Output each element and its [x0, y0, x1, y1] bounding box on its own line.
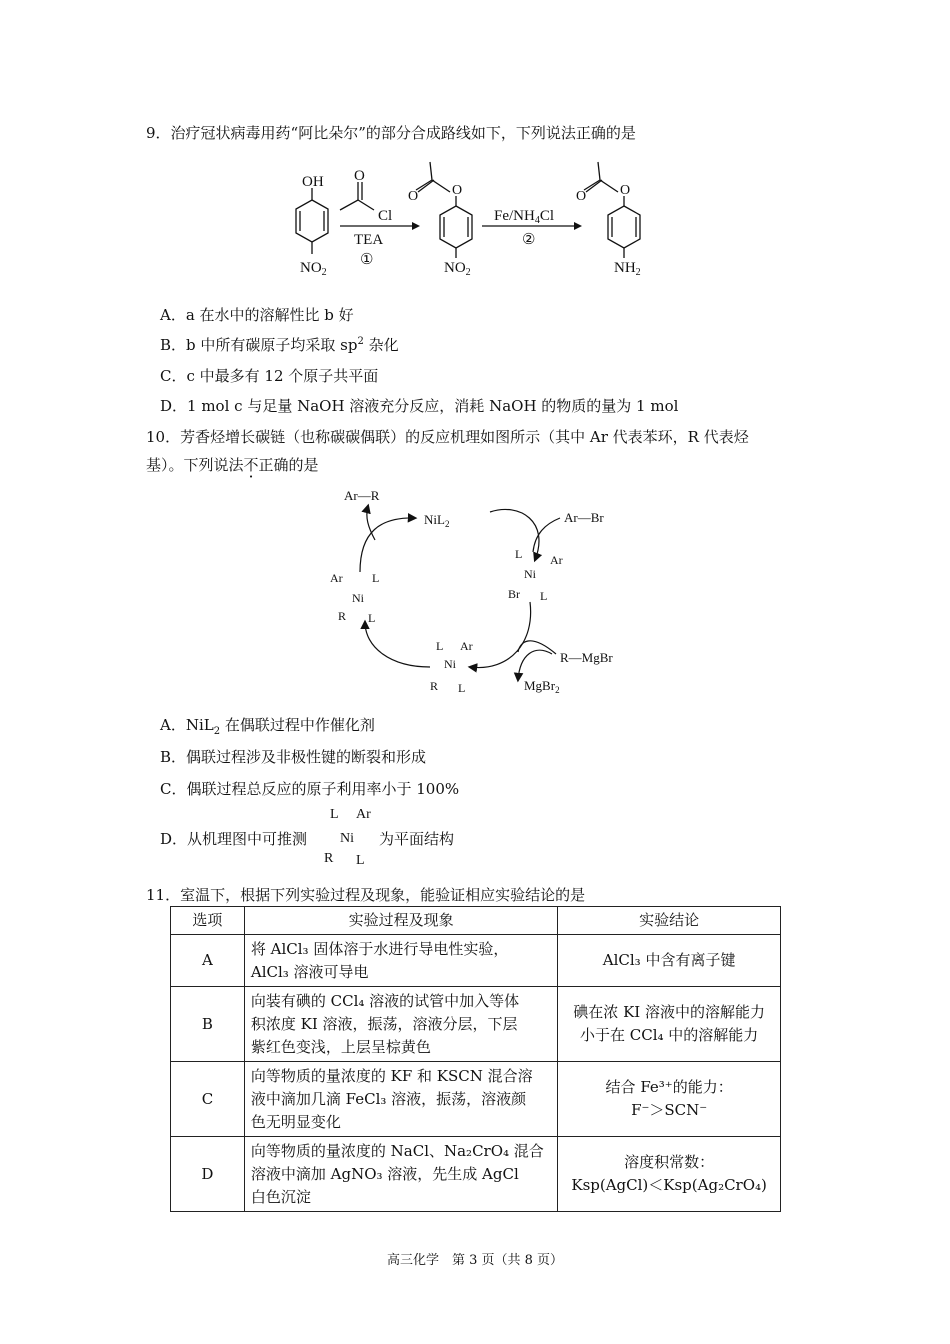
svg-text:Ar: Ar — [460, 639, 473, 653]
r-mgbr-label: R—MgBr — [560, 650, 613, 665]
row-a-conclusion: AlCl₃ 中含有离子键 — [558, 935, 781, 987]
q11-stem: 11．室温下，根据下列实验过程及现象，能验证相应实验结论的是 — [146, 886, 586, 904]
compound-b — [416, 162, 472, 258]
row-b-option: B — [171, 987, 245, 1062]
cycle-arrow-3 — [365, 622, 430, 667]
q9-option-c: C．c 中最多有 12 个原子共平面 — [160, 367, 379, 385]
q10-stem-line1: 10．芳香烃增长碳链（也称碳碳偶联）的反应机理如图所示（其中 Ar 代表苯环，R 代表烃 — [146, 428, 749, 446]
q9-stem: 9．治疗冠状病毒用药“阿比朵尔”的部分合成路线如下，下列说法正确的是 — [146, 124, 636, 142]
ni-center-3: Ni — [444, 657, 456, 671]
ar-br-in-arrow — [533, 518, 560, 552]
ar-r-release-arrow — [367, 506, 375, 540]
reagent2: $Fe/NH_4Cl$ — [494, 208, 555, 226]
q10-option-d-structure — [322, 802, 382, 868]
a-oh-label: OH — [302, 174, 324, 190]
svg-text:L: L — [515, 547, 523, 561]
svg-text:L: L — [372, 571, 380, 585]
mgbr-out-arrow — [518, 650, 552, 680]
row-c-procedure: 向等物质的量浓度的 KF 和 KSCN 混合溶 液中滴加几滴 FeCl₃ 溶液，振荡，溶液颜 色无明显变化 — [244, 1062, 557, 1137]
svg-text:L: L — [540, 589, 548, 603]
svg-text:R: R — [430, 679, 439, 693]
q11-table — [170, 906, 781, 1212]
q9-option-a: A．a 在水中的溶解性比 b 好 — [160, 306, 354, 324]
ni-center-2: Ni — [352, 591, 364, 605]
svg-text:Ar: Ar — [330, 571, 343, 585]
svg-text:Ar: Ar — [356, 807, 371, 822]
q9-option-d: D．1 mol c 与足量 NaOH 溶液充分反应，消耗 NaOH 的物质的量为 1 mol — [160, 397, 679, 415]
row-b-conclusion: 碘在浓 KI 溶液中的溶解能力 小于在 CCl₄ 中的溶解能力 — [558, 987, 781, 1062]
reagent1-cl: Cl — [378, 208, 393, 224]
q10-stem-line2: 基）。下列说法不正确的是 — [146, 456, 319, 474]
q9-option-b: B．b 中所有碳原子均采取 $sp^2$ 杂化 — [160, 336, 399, 354]
b-no2-label: $NO_2$ — [444, 260, 471, 278]
header-conclusion: 实验结论 — [558, 907, 781, 935]
svg-text:L: L — [330, 807, 339, 822]
q10-catalytic-cycle — [320, 482, 640, 696]
a-no2-label: $NO_2$ — [300, 260, 327, 278]
c-ester-o: O — [620, 183, 631, 198]
table-row — [171, 1137, 781, 1212]
compound-a — [296, 188, 328, 254]
compound-c — [584, 162, 640, 258]
ar-br-label: Ar—Br — [564, 510, 604, 525]
row-d-procedure: 向等物质的量浓度的 NaCl、Na₂CrO₄ 混合 溶液中滴加 AgNO₃ 溶液，先生成 AgCl 白色沉淀 — [244, 1137, 557, 1212]
nil2-label: NiL$_2$ — [424, 512, 450, 529]
r-mgbr-in-arrow — [518, 641, 556, 654]
svg-text:Ar: Ar — [550, 553, 563, 567]
q9-synthesis-scheme — [270, 158, 690, 286]
q10-option-c: C．偶联过程总反应的原子利用率小于 100% — [160, 780, 460, 798]
svg-text:Ni: Ni — [340, 831, 354, 846]
row-d-conclusion: 溶度积常数： Ksp(AgCl)＜Ksp(Ag₂CrO₄) — [558, 1137, 781, 1212]
row-a-procedure: 将 AlCl₃ 固体溶于水进行导电性实验， AlCl₃ 溶液可导电 — [244, 935, 557, 987]
page-footer: 高三化学 第 3 页（共 8 页） — [386, 1253, 564, 1268]
table-row — [171, 1062, 781, 1137]
ar-r-label: Ar—R — [344, 488, 380, 503]
row-b-procedure: 向装有碘的 CCl₄ 溶液的试管中加入等体 积浓度 KI 溶液，振荡，溶液分层，下层 紫红色变浅，上层呈棕黄色 — [244, 987, 557, 1062]
table-row — [171, 987, 781, 1062]
reagent1-o: O — [354, 168, 365, 184]
header-procedure: 实验过程及现象 — [244, 907, 557, 935]
q10-option-d-pre: D．从机理图中可推测 — [160, 830, 308, 848]
acetyl-chloride — [340, 182, 374, 210]
c-nh2-label: $NH_2$ — [614, 260, 641, 278]
step1: ① — [360, 252, 374, 268]
svg-text:L: L — [368, 611, 376, 625]
row-d-option: D — [171, 1137, 245, 1212]
row-c-option: C — [171, 1062, 245, 1137]
table-row — [171, 935, 781, 987]
svg-text:R: R — [324, 851, 334, 866]
q10-option-d-post: 为平面结构 — [379, 830, 455, 848]
header-option: 选项 — [171, 907, 245, 935]
mgbr2-label: MgBr$_2$ — [524, 678, 560, 695]
svg-text:L: L — [458, 681, 466, 695]
row-c-conclusion: 结合 Fe³⁺的能力： F⁻＞SCN⁻ — [558, 1062, 781, 1137]
cycle-arrow-2 — [470, 602, 531, 668]
q10-option-a: A．NiL$_2$ 在偶联过程中作催化剂 — [160, 716, 375, 737]
svg-text:R: R — [338, 609, 347, 623]
ni-center-1: Ni — [524, 567, 536, 581]
svg-text:L: L — [356, 853, 365, 868]
step2: ② — [522, 232, 536, 248]
c-carbonyl-o: O — [576, 189, 587, 204]
b-ester-o: O — [452, 183, 463, 198]
svg-text:L: L — [436, 639, 444, 653]
b-carbonyl-o: O — [408, 189, 419, 204]
cond1: TEA — [354, 232, 384, 248]
q10-option-b: B．偶联过程涉及非极性键的断裂和形成 — [160, 748, 427, 766]
row-a-option: A — [171, 935, 245, 987]
svg-text:Br: Br — [508, 587, 520, 601]
